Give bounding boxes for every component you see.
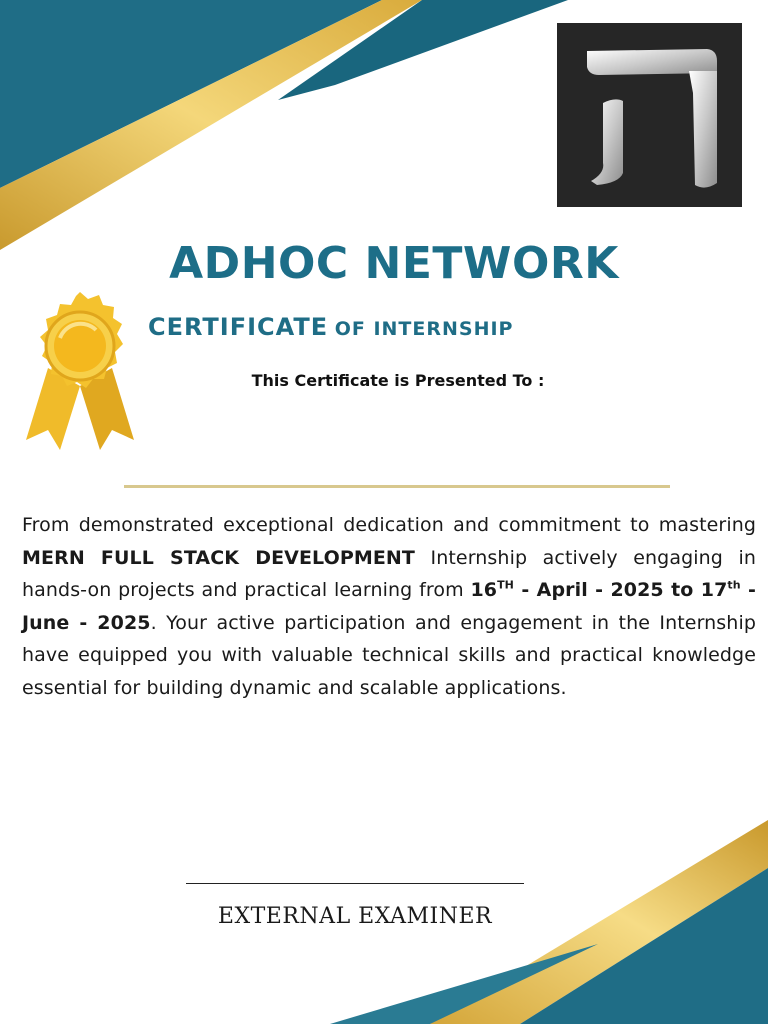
start-date-rest: - April - 2025 to [514,579,701,601]
body-part-2: Internship actively engaging in hands-on projects and practical learning from [22,546,756,601]
end-date-rest: - June - 2025 [22,579,756,634]
recipient-name-line [124,485,670,488]
subtitle-main: CERTIFICATE [148,313,329,341]
organization-logo [557,23,742,207]
start-day-suffix: TH [497,578,514,592]
start-day: 16 [470,579,498,601]
course-name: MERN FULL STACK DEVELOPMENT [22,546,415,569]
signature-line [186,883,524,884]
body-part-3: . Your active participation and engagement in the Internship have equipped you with valuable technical skills and practical knowledge essential for building dynamic and scalable applications. [22,611,756,699]
hebrew-he-letter-logo-icon [557,23,742,207]
end-day: 17 [700,579,728,601]
body-part-1: From demonstrated exceptional dedication and commitment to mastering [22,514,756,536]
signature-label: EXTERNAL EXAMINER [217,904,493,929]
certificate-subtitle [148,313,513,341]
certificate-body-text [22,509,756,704]
presented-to-label: This Certificate is Presented To : [251,371,545,390]
organization-name: ADHOC NETWORK [169,238,619,289]
end-day-suffix: th [727,578,741,592]
subtitle-rest: OF INTERNSHIP [334,318,514,340]
